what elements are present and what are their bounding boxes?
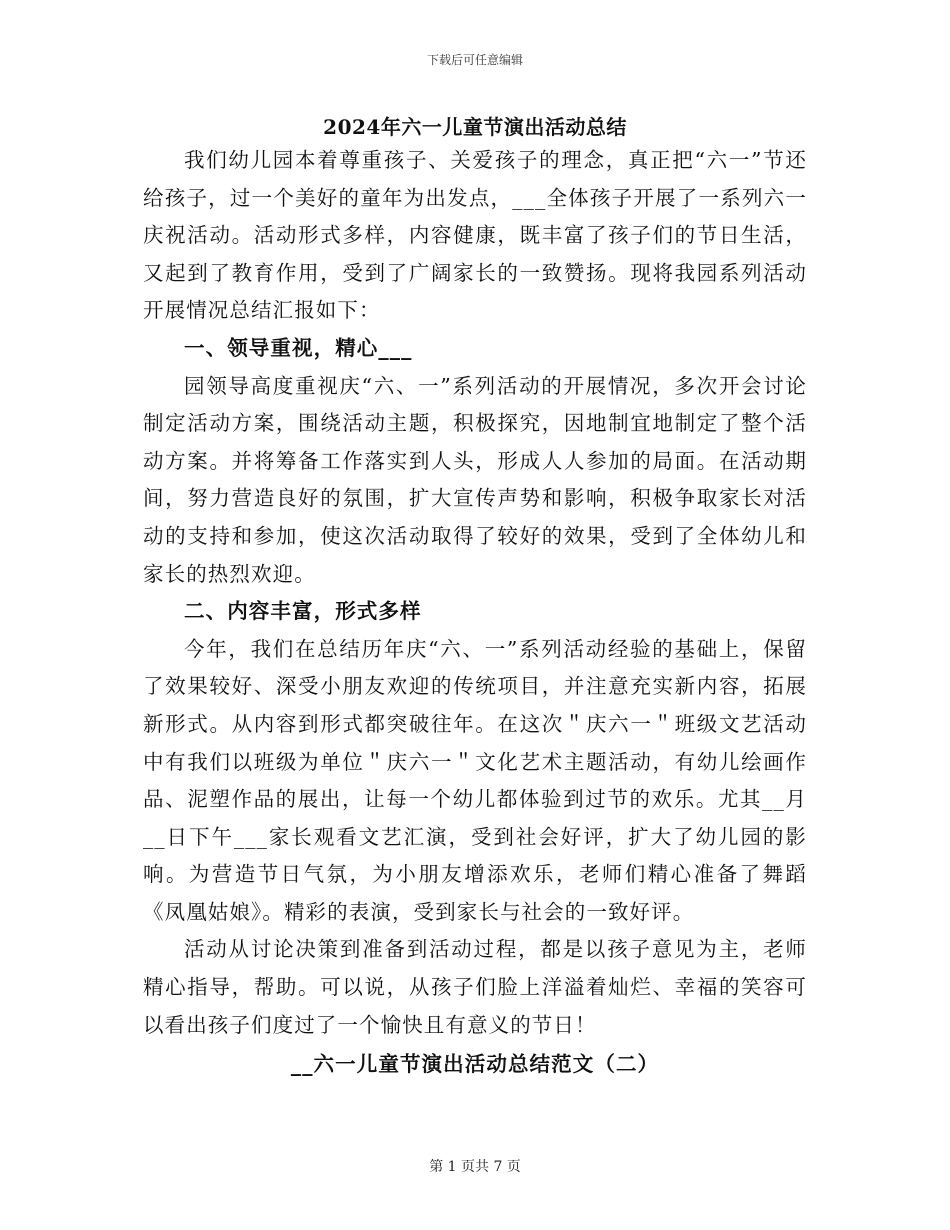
section-1-heading: 一、领导重视，精心___ [184,335,413,360]
document-title: 2024年六一儿童节演出活动总结 [323,115,627,139]
document-body [143,112,807,1082]
closing-paragraph: 活动从讨论决策到准备到活动过程，都是以孩子意见为主，老师精心指导，帮助。可以说，从孩子们脸上洋溢着灿烂、幸福的笑容可以看出孩子们度过了一个愉快且有意义的节日！ [143,937,807,1037]
next-article-title: __六一儿童节演出活动总结范文（二） [290,1052,660,1077]
page-header-note: 下载后可任意编辑 [426,53,523,67]
intro-paragraph: 我们幼儿园本着尊重孩子、关爱孩子的理念，真正把“六一”节还给孩子，过一个美好的童年为出发点，___全体孩子开展了一系列六一庆祝活动。活动形式多样，内容健康，既丰富了孩子们的节日生活，又起到了教育作用，受到了广阔家长的一致赞扬。现将我园系列活动开展情况总结汇报如下： [143,148,807,323]
section-1-paragraph: 园领导高度重视庆“六、一”系列活动的开展情况，多次开会讨论制定活动方案，围绕活动主题，积极探究，因地制宜地制定了整个活动方案。并将筹备工作落实到人头，形成人人参加的局面。在活动期间，努力营造良好的氛围，扩大宣传声势和影响，积极争取家长对活动的支持和参加，使这次活动取得了较好的效果，受到了全体幼儿和家长的热烈欢迎。 [143,373,807,586]
page-number: 第 1 页共 7 页 [429,1159,521,1175]
section-2-paragraph: 今年，我们在总结历年庆“六、一”系列活动经验的基础上，保留了效果较好、深受小朋友欢迎的传统项目，并注意充实新内容，拓展新形式。从内容到形式都突破往年。在这次＂庆六一＂班级文艺活动中有我们以班级为单位＂庆六一＂文化艺术主题活动，有幼儿绘画作品、泥塑作品的展出，让每一个幼儿都体验到过节的欢乐。尤其__月__日下午___家长观看文艺汇演，受到社会好评，扩大了幼儿园的影响。为营造节日气氛，为小朋友增添欢乐，老师们精心准备了舞蹈《凤凰姑娘》。精彩的表演，受到家长与社会的一致好评。 [143,636,807,924]
section-2-heading: 二、内容丰富，形式多样 [184,599,422,624]
